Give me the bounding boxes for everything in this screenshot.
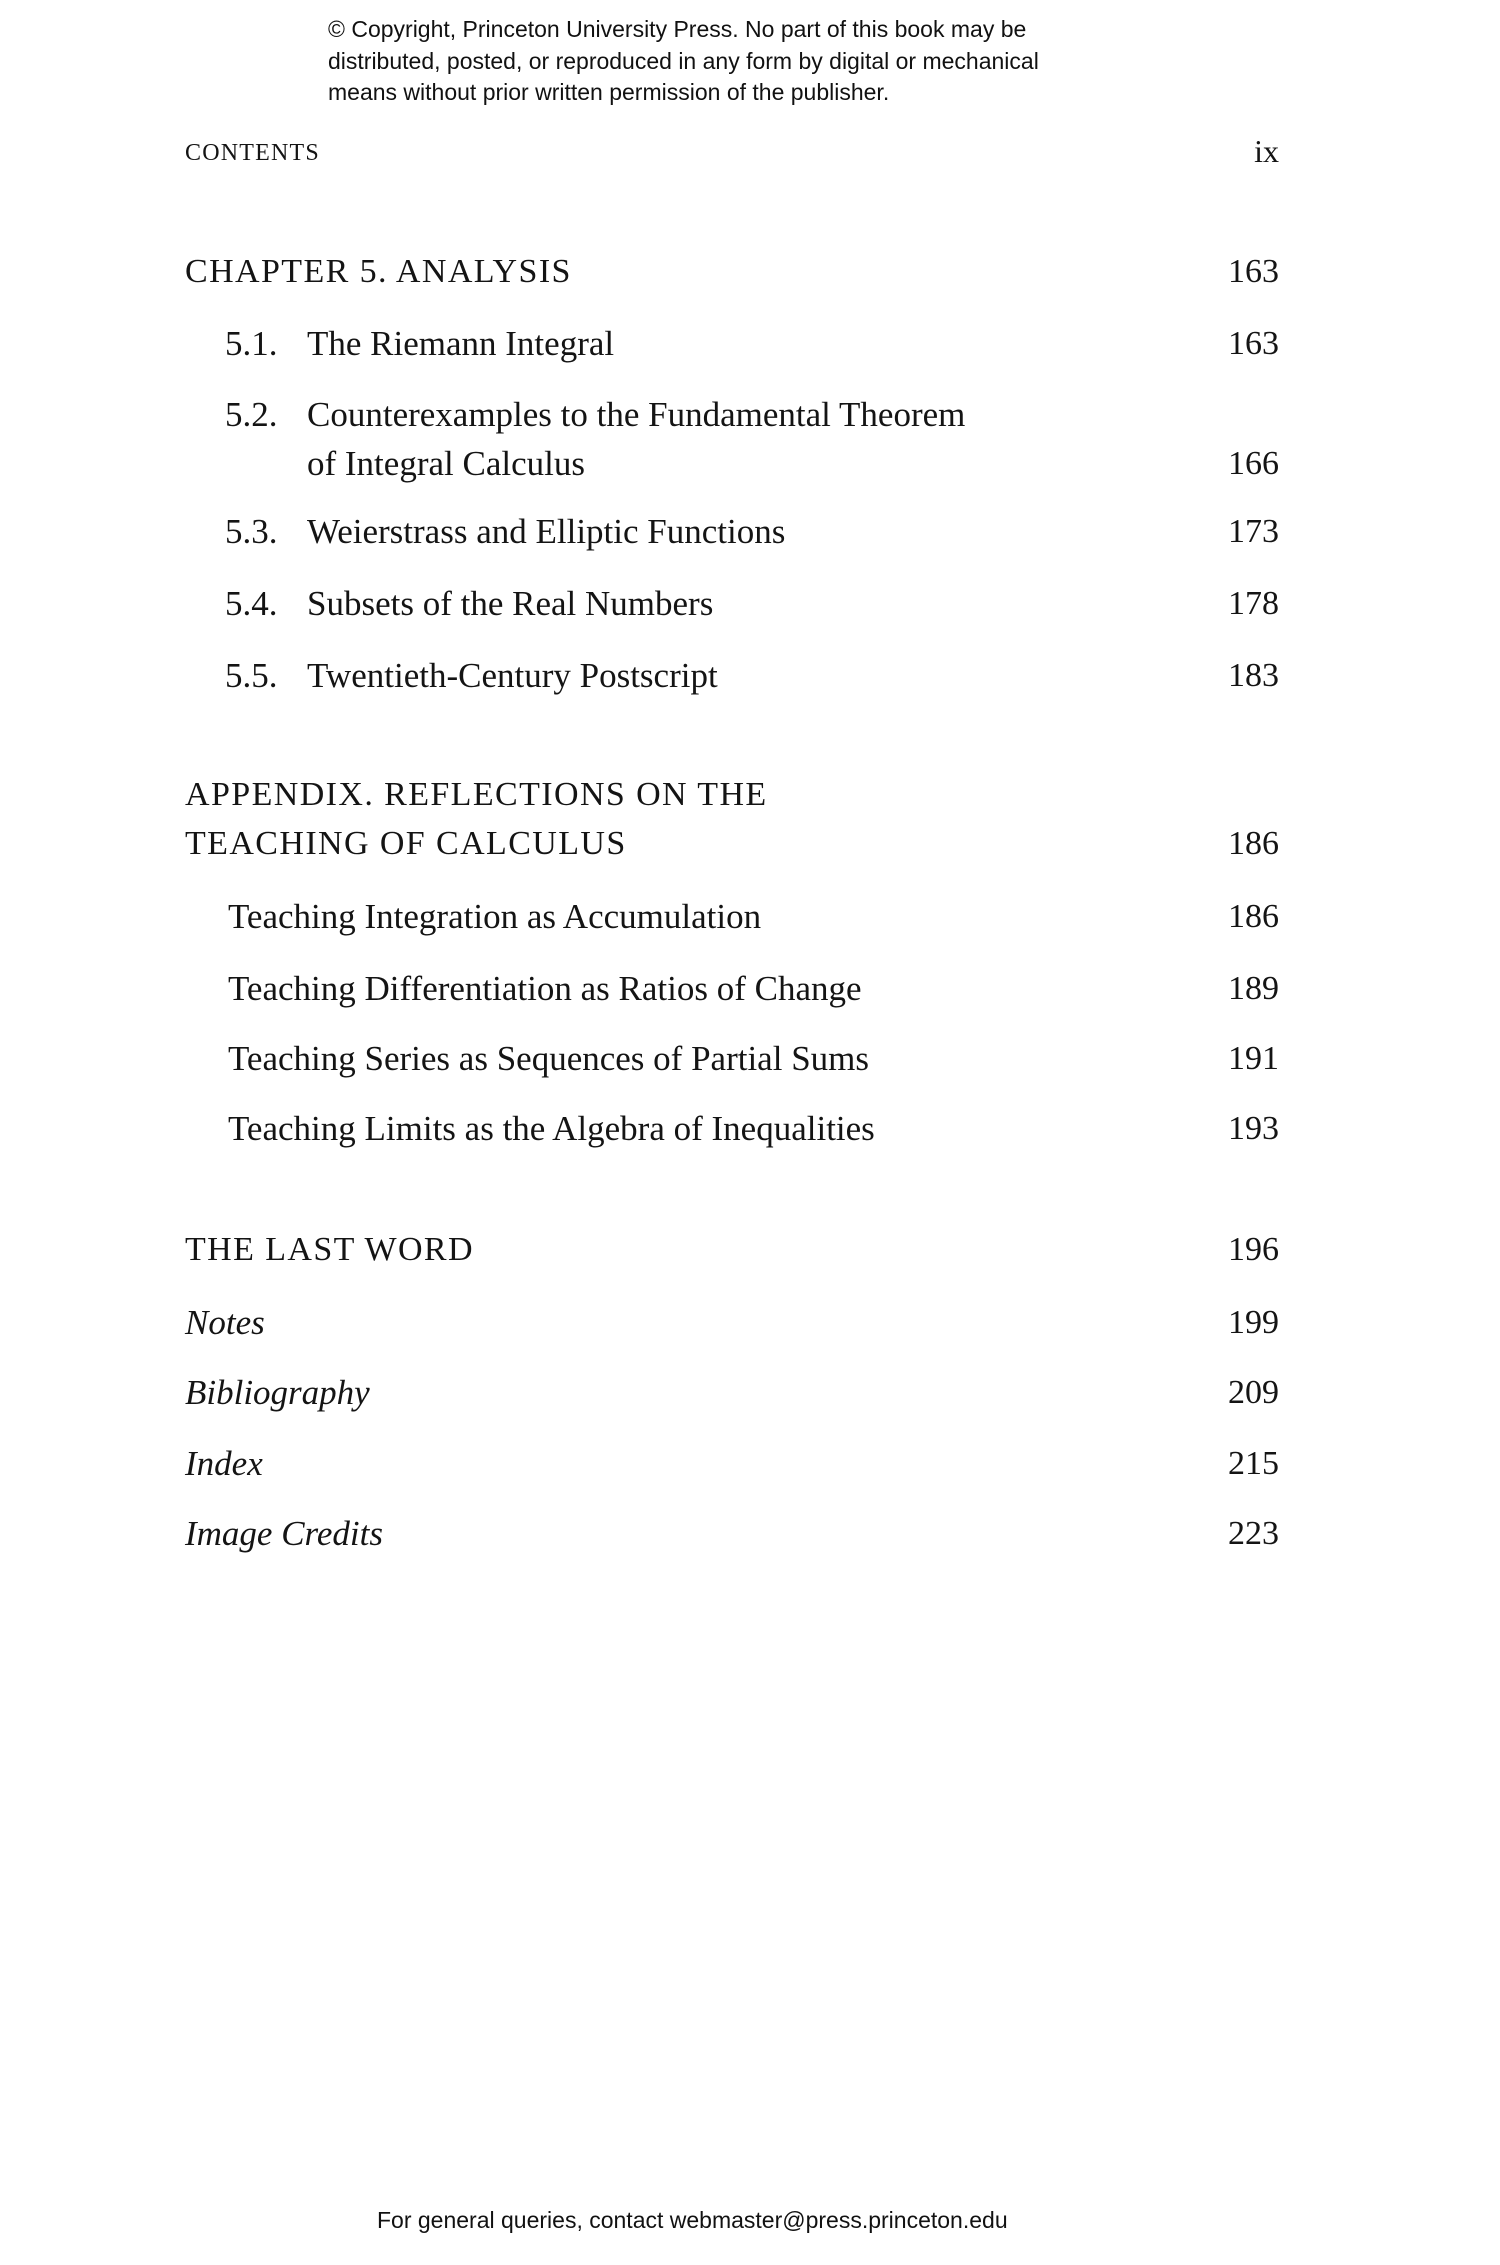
section-title: Weierstrass and Elliptic Functions [307,512,786,551]
section-page: 183 [1228,657,1279,694]
entry-page: 223 [1228,1515,1279,1552]
entry-title: Notes [185,1303,265,1342]
section-number: 5.4. [225,584,278,623]
section-title: Twentieth-Century Postscript [307,656,718,695]
section-title-continued: of Integral Calculus [307,444,585,483]
entry-title: Index [185,1444,263,1483]
section-page: 178 [1228,585,1279,622]
section-number: 5.5. [225,656,278,695]
running-head-title: CONTENTS [185,140,320,166]
chapter-page: 163 [1228,253,1279,290]
section-title: Subsets of the Real Numbers [307,584,714,623]
entry-page: 215 [1228,1445,1279,1482]
entry-title: Teaching Differentiation as Ratios of Change [228,969,862,1008]
entry-page: 209 [1228,1374,1279,1411]
entry-title: Teaching Integration as Accumulation [228,897,762,936]
section-page: 173 [1228,513,1279,550]
appendix-heading: APPENDIX. REFLECTIONS ON THE [185,776,768,813]
chapter-heading: CHAPTER 5. ANALYSIS [185,253,572,290]
page-number: ix [1254,133,1279,169]
entry-page: 191 [1228,1040,1279,1077]
entry-page: 199 [1228,1304,1279,1341]
section-number: 5.2. [225,395,278,434]
appendix-heading-continued: TEACHING OF CALCULUS [185,825,627,862]
entry-title: Bibliography [185,1373,370,1412]
section-number: 5.1. [225,324,278,363]
last-word-heading: THE LAST WORD [185,1231,474,1268]
copyright-line: © Copyright, Princeton University Press. No part of this book may be [328,16,1027,42]
section-title: The Riemann Integral [307,324,615,363]
entry-page: 189 [1228,970,1279,1007]
section-page: 166 [1228,445,1279,482]
last-word-page: 196 [1228,1231,1279,1268]
entry-title: Image Credits [185,1514,383,1553]
section-number: 5.3. [225,512,278,551]
section-title: Counterexamples to the Fundamental Theorem [307,395,966,434]
entry-title: Teaching Series as Sequences of Partial Sums [228,1039,870,1078]
copyright-line: distributed, posted, or reproduced in any form by digital or mechanical [328,48,1039,74]
footer-contact: For general queries, contact webmaster@press.princeton.edu [377,2207,1008,2233]
copyright-line: means without prior written permission of the publisher. [328,79,890,105]
entry-page: 186 [1228,898,1279,935]
section-page: 163 [1228,325,1279,362]
entry-title: Teaching Limits as the Algebra of Inequalities [228,1109,875,1148]
entry-page: 193 [1228,1110,1279,1147]
appendix-page: 186 [1228,825,1279,862]
